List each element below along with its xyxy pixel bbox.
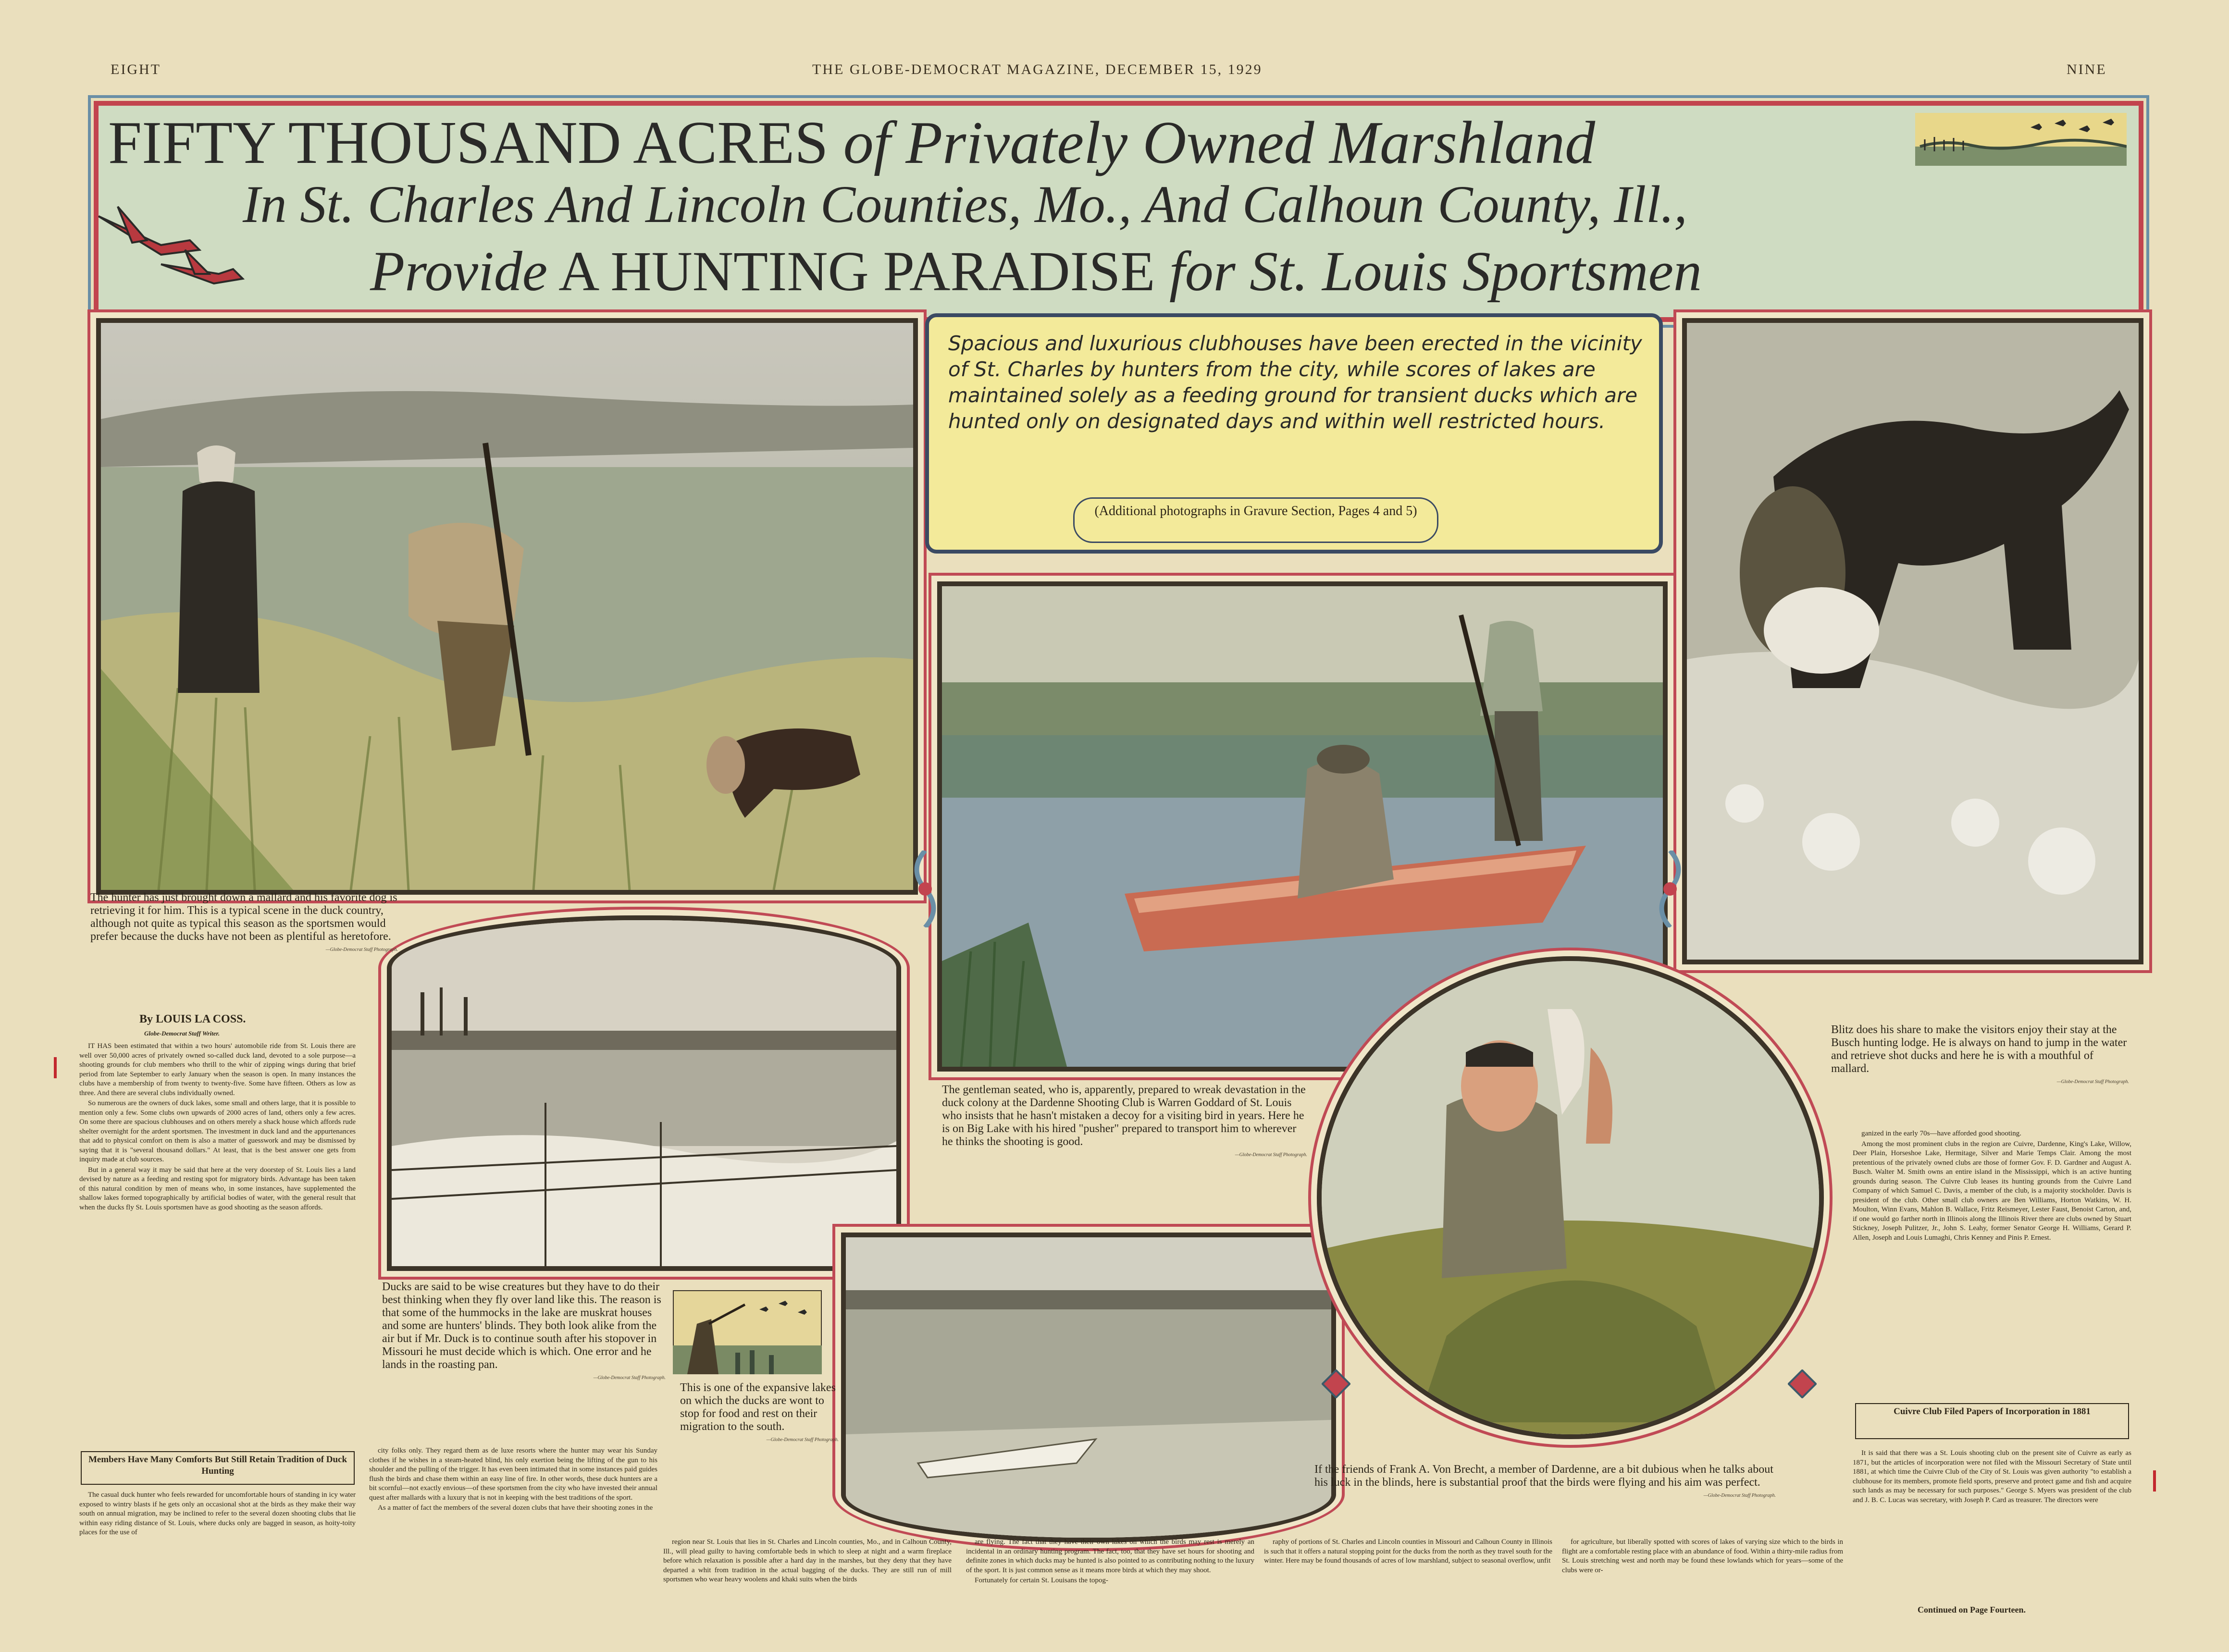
headline-line-1 — [108, 110, 1595, 177]
photo-hunter-and-dog — [96, 318, 918, 895]
caption-von-brecht-credit: —Globe-Democrat Staff Photograph. — [1703, 1493, 1776, 1498]
caption-blitz-credit: —Globe-Democrat Staff Photograph. — [2056, 1079, 2129, 1085]
article-paragraph: Fortunately for certain St. Louisans the topog- — [975, 1577, 1108, 1584]
caption-boat-text: The gentleman seated, who is, apparently, prepared to wreak devastation in the duck colony at the Dardenne Shooting Club is Warren Goddard of St. Louis who insists that he hasn't mistaken a decoy for a visiting bird in years. Here he is on Big Lake with his hired "pusher" prepared to transport him to wherever he thinks the shooting is good. — [942, 1084, 1306, 1148]
headline-provide: Provide — [370, 240, 548, 303]
subhead-comforts: Members Have Many Comforts But Still Retain Tradition of Duck Hunting — [81, 1451, 355, 1485]
article-column-7 — [1853, 1129, 2131, 1398]
headline-caps-3: A HUNTING PARADISE — [558, 240, 1155, 303]
folio-right: NINE — [2067, 62, 2107, 77]
article-paragraph: are flying. The fact that they have their own lakes on which the birds may rest is merely an incidental in an ordinary hunting program. The fact, too, that they have set hours for shooting and definite zones in which ducks may be hunted is also pointed to as contributing nothing to the luxury of the sport. It is just common sense as it means more birds at which they may shoot. — [966, 1538, 1254, 1574]
article-paragraph: But in a general way it may be said that here at the very doorstep of St. Louis lies a land devised by nature as a feeding and resting spot for migratory birds. Advantage has been taken of this natural condition by men of means who, in some instances, have supplemented the shallow lakes formed topographically by artificial bodies of water, with the general result that when the ducks fly St. Louis sportsmen have as good shooting as the season affords. — [79, 1166, 356, 1211]
article-paragraph: The casual duck hunter who feels rewarded for uncomfortable hours of standing in icy water exposed to wintry blasts if he gets only an occasional shot at the birds as they make their way south on annual migration, may be inclined to refer to the several dozen shooting clubs that lie within easy riding distance of St. Louis, where ducks only are bagged in season, as hoity-toity places for the use of — [79, 1491, 356, 1536]
headline-line-3 — [370, 238, 1702, 305]
headline-italic-1: of Privately Owned Marshland — [843, 110, 1596, 176]
callout-gravure-note: (Additional photographs in Gravure Section, Pages 4 and 5) — [1073, 497, 1438, 543]
article-paragraph: Among the most prominent clubs in the region are Cuivre, Dardenne, King's Lake, Willow, Deer Plain, Horseshoe Lake, Hermitage, Silver and Marie Temps Clair. Among the most pretentious of the privately owned clubs are those of former Gov. F. D. Gardner and August A. Busch. Walter M. Smith owns an entire island in the Mississippi, which is an active hunting grounds during season. The Cuivre Club leases its hunting grounds from the Cuivre Land Company of which Samuel C. Davis, a member of the club, is a majority stockholder. Davis is president of the club. Other small club owners are Ben Williams, Horton Watkins, W. H. Moulton, Winn Evans, Mahlon B. Wallace, Fritz Reismeyer, Lester Faust, Benoist Carton, and, if one would go farther north in Illinois along the Illinois River there are clubs owned by Stuart Stickney, Joseph Pulitzer, Jr., John S. Leahy, former Senator George H. Williams, Gerard P. Allen, Joseph and Louis Lumaghi, Chris Kenney and Pinis P. Ernest. — [1853, 1140, 2131, 1242]
byline-name: By LOUIS LA COSS. — [139, 1013, 246, 1025]
caption-expansive-lake-credit: —Globe-Democrat Staff Photograph. — [766, 1437, 839, 1442]
article-paragraph: for agriculture, but liberally spotted with scores of lakes of varying size which to the birds in flight are a comfortable resting place with an abundance of food. Within a thirty-mile radius from St. Louis stretching west and north may be found these lowlands which for years—some of the clubs were or- — [1562, 1538, 1843, 1574]
photo-blitz-retriever — [1682, 318, 2143, 964]
article-paragraph: ganized in the early 70s—have afforded good shooting. — [1861, 1130, 2021, 1137]
article-column-6 — [1562, 1538, 1843, 1646]
diamond-ornament-left — [1322, 1369, 1350, 1398]
diamond-ornament-right — [1788, 1369, 1817, 1398]
caption-blitz-text: Blitz does his share to make the visitors enjoy their stay at the Busch hunting lodge. He is always on hand to jump in the water and retrieve shot ducks and here he is with a mouthful of mallard. — [1831, 1023, 2127, 1075]
article-column-3 — [663, 1538, 952, 1646]
callout-text: Spacious and luxurious clubhouses have been erected in the vicinity of St. Charles by hunters from the city, while scores of lakes are maintained solely as a feeding ground for transient ducks which are hunted only on designated days and within well restricted hours. — [948, 332, 1642, 433]
article-column-2 — [369, 1446, 657, 1646]
flying-ducks-vignette — [1915, 113, 2127, 166]
headline-banner — [94, 101, 2143, 322]
caption-expansive-lake — [680, 1381, 839, 1446]
caption-hunter-and-dog — [90, 891, 398, 956]
article-paragraph: So numerous are the owners of duck lakes, some small and others large, that it is possible to mention only a few. Some clubs own upwards of 2000 acres of land, others only a few acres. On some there are spacious clubhouses and on others merely a shack house which affords rude shelter overnight for the ardent sportsmen. The investment in duck land and the appurtenances that add to physical comfort on them is also a matter of guesswork and may be dismissed by saying that it is "several thousand dollars." At least, that is the best answer one gets from inquiry made at club sources. — [79, 1099, 356, 1163]
red-ducks-ornament — [89, 197, 252, 293]
article-paragraph: raphy of portions of St. Charles and Lincoln counties in Missouri and Calhoun County in Illinois is such that it offers a natural stopping point for the ducks from the north as they travel south for the winter. Here may be found thousands of acres of low marshland, subject to seasonal overflow, unfit — [1264, 1538, 1552, 1565]
article-paragraph: It is said that there was a St. Louis shooting club on the present site of Cuivre as early as 1871, but the articles of incorporation were not filed with the Missouri Secretary of State until 1881, at which time the Cuivre Club of the City of St. Louis was given authority "to establish a clubhouse for its members, promote field sports, preserve and protect game and fish and acquire such lands as may be necessary for such purposes." George S. Myers was president of the club and J. B. C. Lucas was secretary, with Joseph P. Card as treasurer. The directors were — [1853, 1449, 2131, 1504]
caption-expansive-lake-text: This is one of the expansive lakes on which the ducks are wont to stop for food and rest on their migration to the south. — [680, 1381, 836, 1433]
caption-blitz — [1831, 1023, 2129, 1088]
byline-title: Globe-Democrat Staff Writer. — [144, 1030, 220, 1037]
headline-caps-1: FIFTY THOUSAND ACRES — [108, 110, 829, 176]
article-paragraph: city folks only. They regard them as de luxe resorts where the hunter may wear his Sunday clothes if he wishes in a steam-heated blind, his only exertion being the lifting of the gun to his shoulder and the pulling of the trigger. It has even been intimated that in some instances paid guides flush the birds and chase them within an easy line of fire. In other words, these duck hunters are a bit scornful—not exactly envious—of these sportsmen from the city who have invested their annual quest after mallards with a luxury that is not in keeping with the best traditions of the sport. — [369, 1447, 657, 1502]
continued-notice: Continued on Page Fourteen. — [1918, 1605, 2026, 1615]
caption-winter-marsh — [382, 1281, 666, 1384]
folio-center: THE GLOBE-DEMOCRAT MAGAZINE, DECEMBER 15, 1929 — [812, 62, 1263, 77]
caption-winter-marsh-text: Ducks are said to be wise creatures but they have to do their best thinking when they fly over land like this. The reason is that some of the hummocks in the lake are muskrat houses and some are hunters' blinds. They both look alike from the air but if Mr. Duck is to continue south after his stopover in Missouri he must decide which is which. One error and he lands in the roasting pan. — [382, 1281, 661, 1371]
subhead-cuivre-club: Cuivre Club Filed Papers of Incorporation in 1881 — [1855, 1403, 2129, 1439]
photo-winter-marsh — [387, 915, 901, 1271]
article-column-1 — [79, 1042, 356, 1436]
duck-hunter-vignette — [673, 1290, 822, 1374]
margin-mark-right — [2153, 1470, 2156, 1492]
photo-expansive-lake — [841, 1233, 1336, 1542]
caption-winter-marsh-credit: —Globe-Democrat Staff Photograph. — [593, 1375, 666, 1381]
caption-hunter-and-dog-text: The hunter has just brought down a mallard and his favorite dog is retrieving it for him. This is a typical scene in the duck country, although not quite as typical this season as the sportsmen would prefer because the ducks have not been as plentiful as heretofore. — [90, 891, 397, 943]
article-paragraph: region near St. Louis that lies in St. Charles and Lincoln counties, Mo., and in Calhoun County, Ill., will plead guilty to having comfortable beds in which to sleep at night and a warm fireplace before which relaxation is possible after a hard day in the marshes, but they deny that they have departed a whit from tradition in the actual bagging of the ducks. They are still run of mill sportsmen who wear heavy woolens and khaki suits when the birds — [663, 1538, 952, 1583]
photo-von-brecht-oval — [1317, 956, 1824, 1439]
caption-von-brecht-text: If the friends of Frank A. Von Brecht, a member of Dardenne, are a bit dubious when he talks about his luck in the blinds, here is substantial proof that the birds were flying and his aim was perfect. — [1314, 1463, 1773, 1489]
caption-von-brecht — [1314, 1463, 1776, 1502]
headline-line-2: In St. Charles And Lincoln Counties, Mo., And Calhoun County, Ill., — [243, 175, 1687, 234]
caption-boat-credit: —Globe-Democrat Staff Photograph. — [1235, 1152, 1307, 1158]
article-column-4 — [966, 1538, 1254, 1646]
scroll-ornament-left — [908, 851, 942, 927]
caption-boat — [942, 1084, 1307, 1161]
article-column-1b — [79, 1491, 356, 1647]
caption-hunter-and-dog-credit: —Globe-Democrat Staff Photograph. — [325, 947, 398, 952]
callout-box — [925, 313, 1663, 554]
folio-left: EIGHT — [111, 62, 161, 77]
scroll-ornament-right — [1653, 851, 1687, 927]
article-column-7b — [1853, 1449, 2131, 1593]
article-column-5 — [1264, 1538, 1552, 1646]
margin-mark-left — [54, 1057, 57, 1078]
article-paragraph: As a matter of fact the members of the several dozen clubs that have their shooting zones in the — [378, 1504, 653, 1512]
article-paragraph: IT HAS been estimated that within a two hours' automobile ride from St. Louis there are well over 50,000 acres of privately owned so-called duck land, devoted to a sole purpose—a shooting grounds for club members who thrill to the whir of zipping wings during that brief period from late September to early January when the season is open. In many instances the clubs have a membership of from twenty to twenty-five. Some have fifteen. Others as low as three. And there are several clubs individually owned. — [79, 1042, 356, 1097]
headline-italic-3: for St. Louis Sportsmen — [1169, 240, 1702, 303]
